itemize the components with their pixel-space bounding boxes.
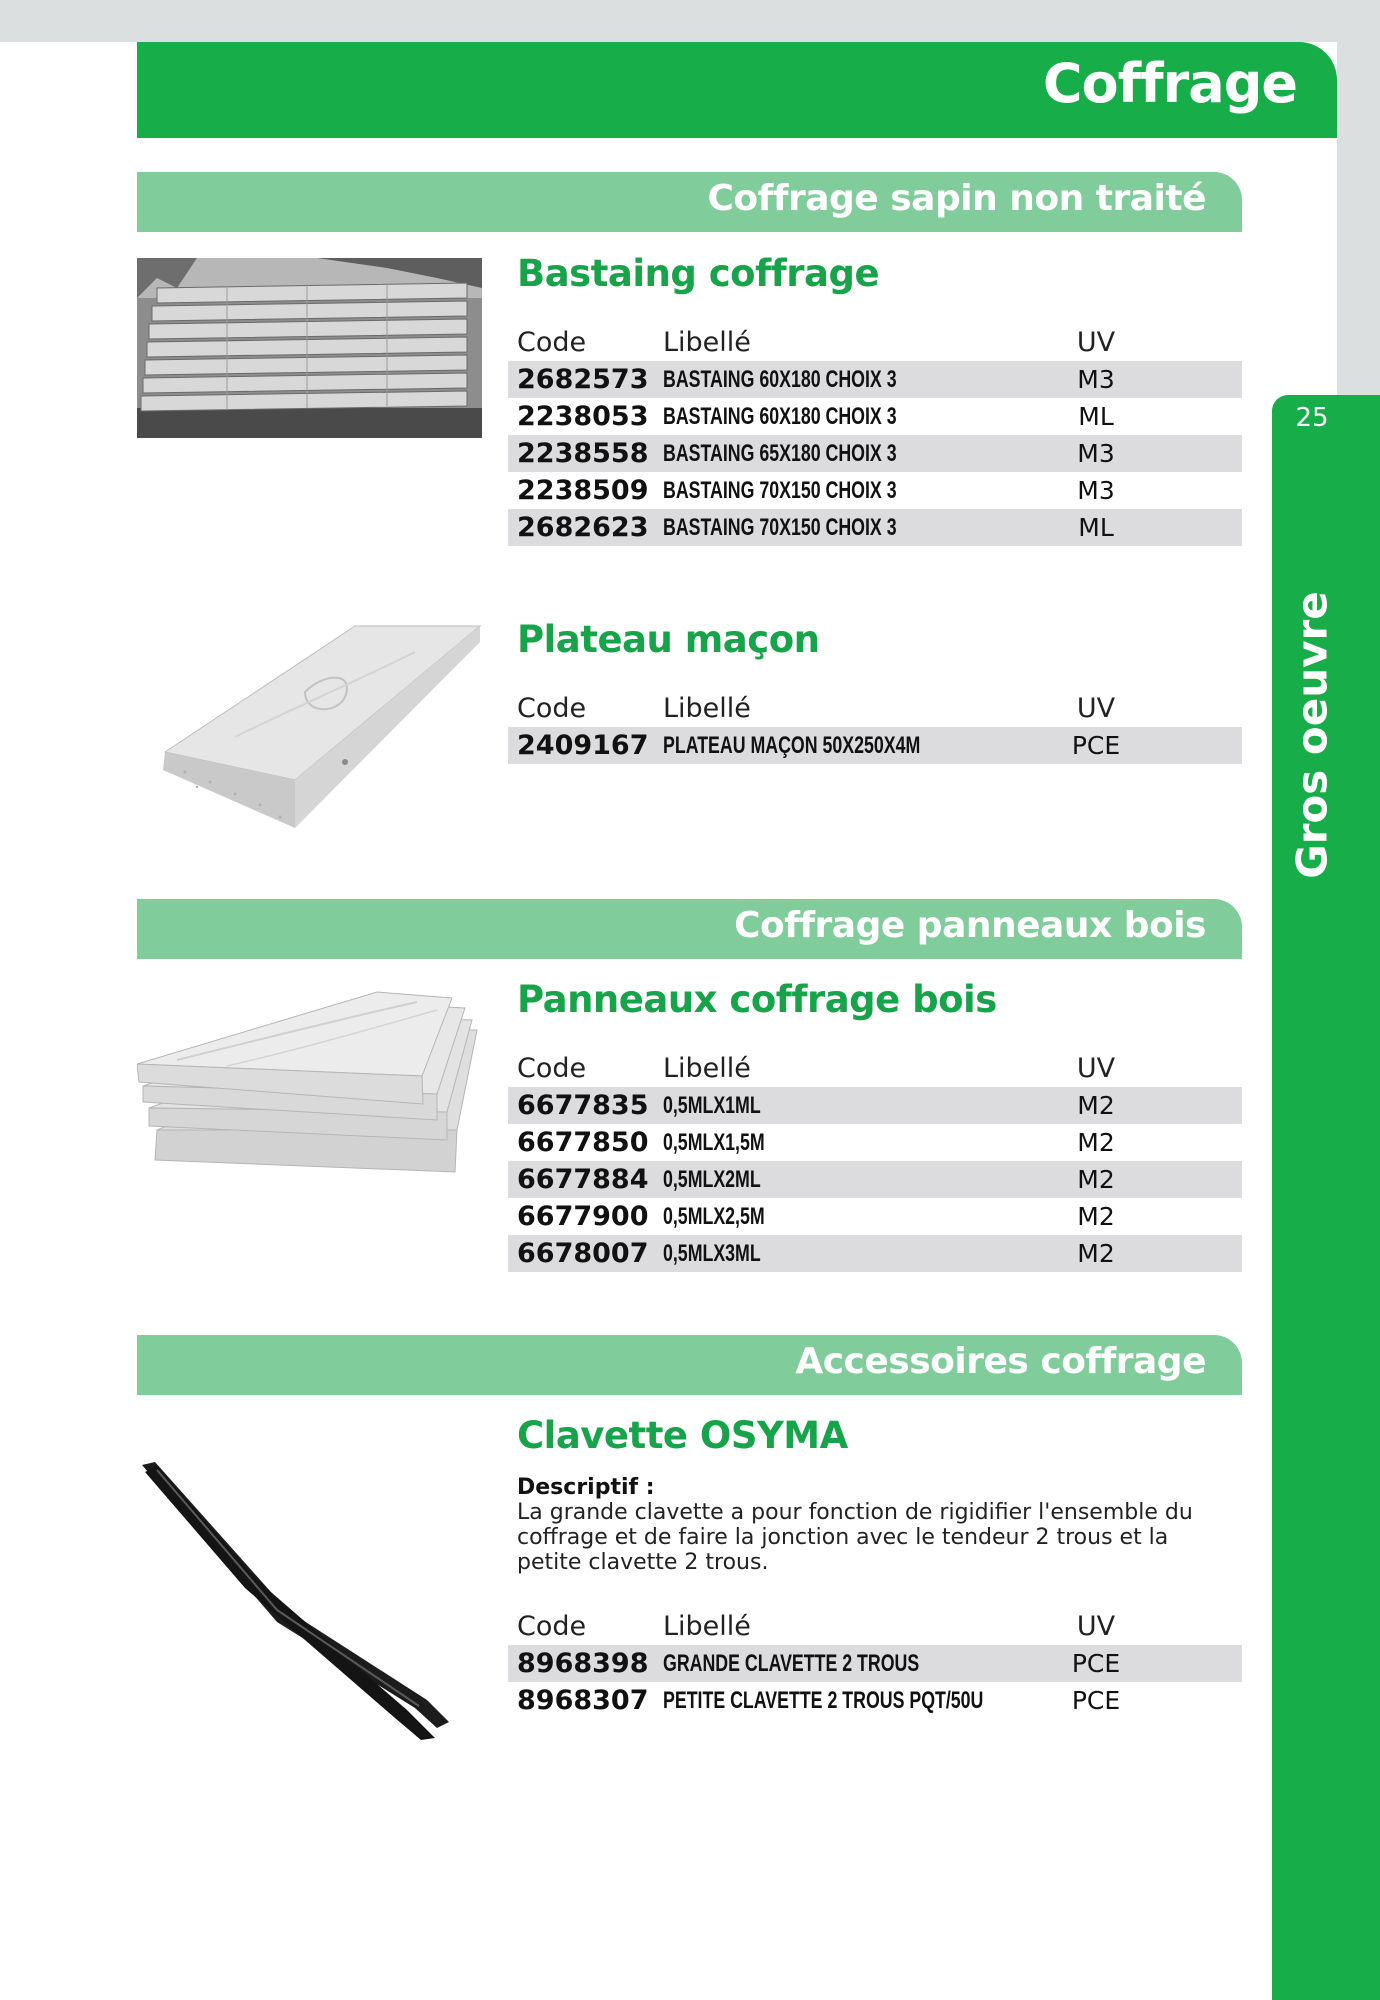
section-header-accessoires xyxy=(137,1335,1242,1395)
col-uv-header: UV xyxy=(1076,1053,1116,1084)
col-code-header: Code xyxy=(517,1053,587,1084)
product-title-bastaing: Bastaing coffrage xyxy=(517,252,880,295)
section-title: Accessoires coffrage xyxy=(795,1341,1206,1382)
col-label-header: Libellé xyxy=(663,693,751,724)
table-row xyxy=(508,1198,1242,1235)
row-label: 0,5MLX3ML xyxy=(663,1240,761,1267)
row-code: 6677850 xyxy=(517,1127,649,1158)
page-title: Coffrage xyxy=(1042,52,1297,115)
row-code: 8968398 xyxy=(517,1648,649,1679)
row-uv: ML xyxy=(1078,402,1114,431)
row-label: 0,5MLX2ML xyxy=(663,1166,761,1193)
table-row xyxy=(508,727,1242,764)
section-header-panneaux xyxy=(137,899,1242,959)
product-title-clavette: Clavette OSYMA xyxy=(517,1414,848,1457)
table-row xyxy=(508,361,1242,398)
row-code: 6677835 xyxy=(517,1090,649,1121)
description-text: La grande clavette a pour fonction de rigidifier l'ensemble du coffrage et de faire la jonction avec le tendeur 2 trous et la petite clavette 2 trous. xyxy=(517,1500,1193,1575)
col-uv-header: UV xyxy=(1076,693,1116,724)
table-row xyxy=(508,398,1242,435)
section-header-sapin xyxy=(137,172,1242,232)
col-uv-header: UV xyxy=(1076,1611,1116,1642)
top-margin-strip xyxy=(0,0,1380,42)
wooden-plank-photo xyxy=(155,622,485,832)
row-code: 2682573 xyxy=(517,364,649,395)
table-panneaux xyxy=(508,1050,1242,1272)
row-label: BASTAING 60X180 CHOIX 3 xyxy=(663,403,897,430)
page-number: 25 xyxy=(1295,403,1329,433)
table-clavette xyxy=(508,1608,1242,1719)
row-uv: M3 xyxy=(1077,439,1115,468)
section-title: Coffrage sapin non traité xyxy=(707,178,1206,219)
row-label: BASTAING 60X180 CHOIX 3 xyxy=(663,366,897,393)
row-code: 6677900 xyxy=(517,1201,649,1232)
table-plateau xyxy=(508,690,1242,764)
row-uv: PCE xyxy=(1071,1649,1121,1678)
row-label: 0,5MLX1,5M xyxy=(663,1129,765,1156)
col-code-header: Code xyxy=(517,693,587,724)
col-code-header: Code xyxy=(517,1611,587,1642)
table-header-row xyxy=(508,1050,1242,1087)
row-uv: M3 xyxy=(1077,365,1115,394)
row-label: BASTAING 65X180 CHOIX 3 xyxy=(663,440,897,467)
col-label-header: Libellé xyxy=(663,1611,751,1642)
table-row xyxy=(508,435,1242,472)
col-label-header: Libellé xyxy=(663,327,751,358)
row-uv: M2 xyxy=(1077,1128,1115,1157)
row-code: 2238509 xyxy=(517,475,649,506)
row-label: GRANDE CLAVETTE 2 TROUS xyxy=(663,1650,920,1677)
row-label: PLATEAU MAÇON 50X250X4M xyxy=(663,732,921,759)
steel-clavette-photo xyxy=(137,1460,457,1740)
table-bastaing xyxy=(508,324,1242,546)
table-header-row xyxy=(508,324,1242,361)
table-row xyxy=(508,472,1242,509)
row-label: 0,5MLX1ML xyxy=(663,1092,761,1119)
table-header-row xyxy=(508,1608,1242,1645)
table-row xyxy=(508,1235,1242,1272)
section-title: Coffrage panneaux bois xyxy=(734,905,1206,946)
row-uv: PCE xyxy=(1071,731,1121,760)
row-uv: M2 xyxy=(1077,1239,1115,1268)
product-title-plateau: Plateau maçon xyxy=(517,618,820,661)
row-uv: M2 xyxy=(1077,1202,1115,1231)
row-code: 2238558 xyxy=(517,438,649,469)
row-uv: M3 xyxy=(1077,476,1115,505)
row-label: BASTAING 70X150 CHOIX 3 xyxy=(663,477,897,504)
table-row xyxy=(508,1161,1242,1198)
table-row xyxy=(508,1124,1242,1161)
description-title: Descriptif : xyxy=(517,1475,655,1500)
row-uv: M2 xyxy=(1077,1091,1115,1120)
table-header-row xyxy=(508,690,1242,727)
table-row xyxy=(508,1682,1242,1719)
col-label-header: Libellé xyxy=(663,1053,751,1084)
row-code: 2682623 xyxy=(517,512,649,543)
plywood-panels-photo xyxy=(137,990,482,1175)
col-uv-header: UV xyxy=(1076,327,1116,358)
chapter-label-text: Gros oeuvre xyxy=(1287,591,1337,879)
row-code: 2238053 xyxy=(517,401,649,432)
col-code-header: Code xyxy=(517,327,587,358)
row-code: 2409167 xyxy=(517,730,649,761)
chapter-side-tab xyxy=(1272,395,1380,2000)
row-label: PETITE CLAVETTE 2 TROUS PQT/50U xyxy=(663,1687,984,1714)
table-row xyxy=(508,1645,1242,1682)
row-uv: M2 xyxy=(1077,1165,1115,1194)
row-label: BASTAING 70X150 CHOIX 3 xyxy=(663,514,897,541)
table-row xyxy=(508,509,1242,546)
row-uv: ML xyxy=(1078,513,1114,542)
row-label: 0,5MLX2,5M xyxy=(663,1203,765,1230)
row-code: 8968307 xyxy=(517,1685,649,1716)
row-code: 6677884 xyxy=(517,1164,649,1195)
product-title-panneaux: Panneaux coffrage bois xyxy=(517,978,997,1021)
stacked-timber-photo xyxy=(137,258,482,438)
right-margin-strip xyxy=(1337,0,1380,395)
table-row xyxy=(508,1087,1242,1124)
row-uv: PCE xyxy=(1071,1686,1121,1715)
page-header xyxy=(137,42,1337,138)
row-code: 6678007 xyxy=(517,1238,649,1269)
